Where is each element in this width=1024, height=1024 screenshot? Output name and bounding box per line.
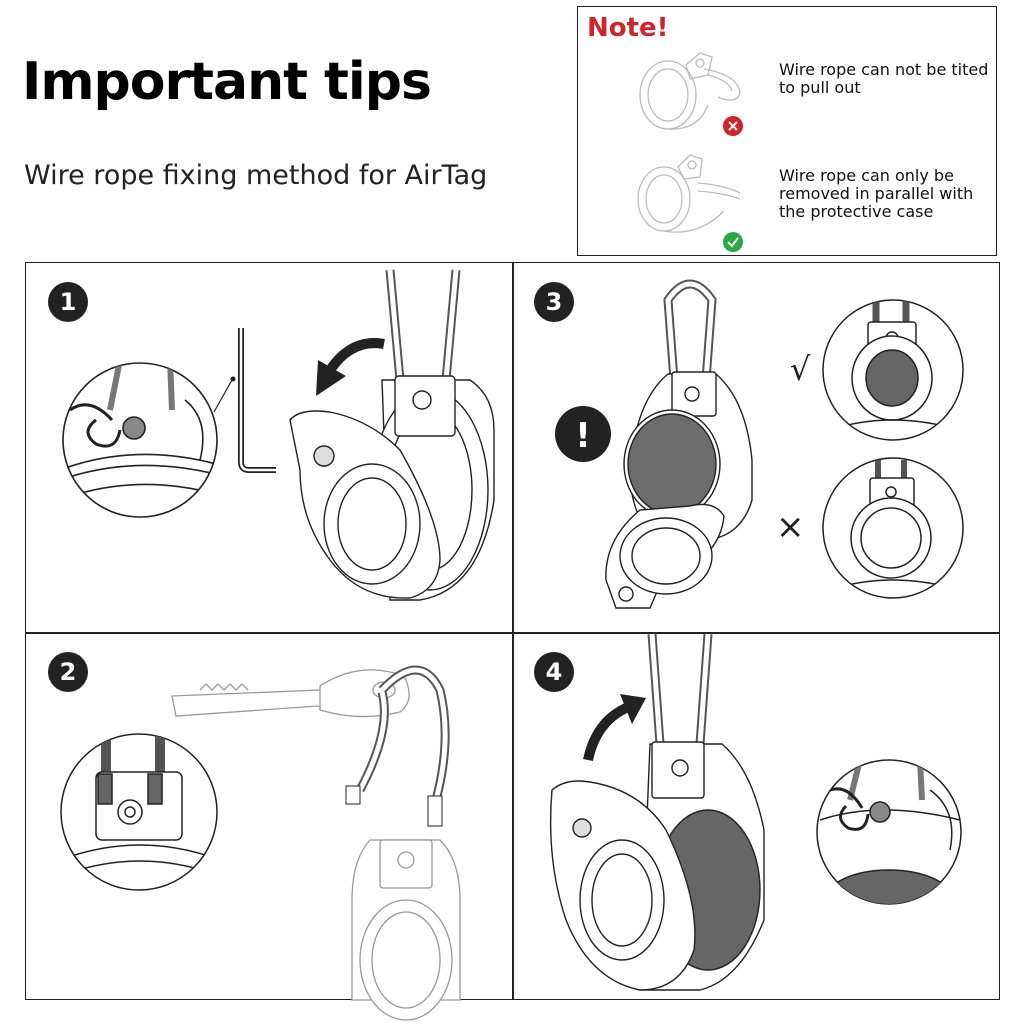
step1-airtag-case: [290, 376, 494, 600]
step-1-badge: 1: [48, 282, 88, 322]
hex-key-tool: [241, 328, 276, 470]
wrong-mark: ×: [776, 507, 805, 547]
page-title: Important tips: [22, 52, 431, 112]
note-title: Note!: [587, 13, 669, 43]
step-4-badge: 4: [534, 652, 574, 692]
page-subtitle: Wire rope fixing method for AirTag: [24, 160, 488, 191]
step-3-badge: 3: [534, 282, 574, 322]
note-text-correct: Wire rope can only be removed in parallel with the protective case: [779, 166, 974, 221]
correct-mark: √: [790, 350, 811, 388]
step2-airtag-case: [352, 840, 460, 1020]
step2-key: [172, 670, 409, 717]
step1-rotate-arrow: [330, 343, 384, 370]
step4-zoom-detail: [817, 760, 961, 930]
step-2-badge: 2: [48, 652, 88, 692]
step4-rotate-arrow: [588, 708, 626, 760]
step1-zoom-detail: [60, 360, 230, 517]
step4-airtag-case: [551, 742, 764, 990]
step2-zoom-detail: [60, 730, 220, 890]
step3-correct-detail: [823, 300, 963, 440]
warning-mark: !: [575, 416, 591, 456]
step1-leader-line: [214, 380, 232, 412]
step3-airtag-case: [606, 372, 752, 608]
note-text-wrong: Wire rope can not be tited to pull out: [779, 60, 989, 97]
step3-wire-rope: [668, 284, 712, 380]
step3-wrong-detail: [823, 458, 963, 598]
step4-wire-rope: [652, 634, 708, 744]
